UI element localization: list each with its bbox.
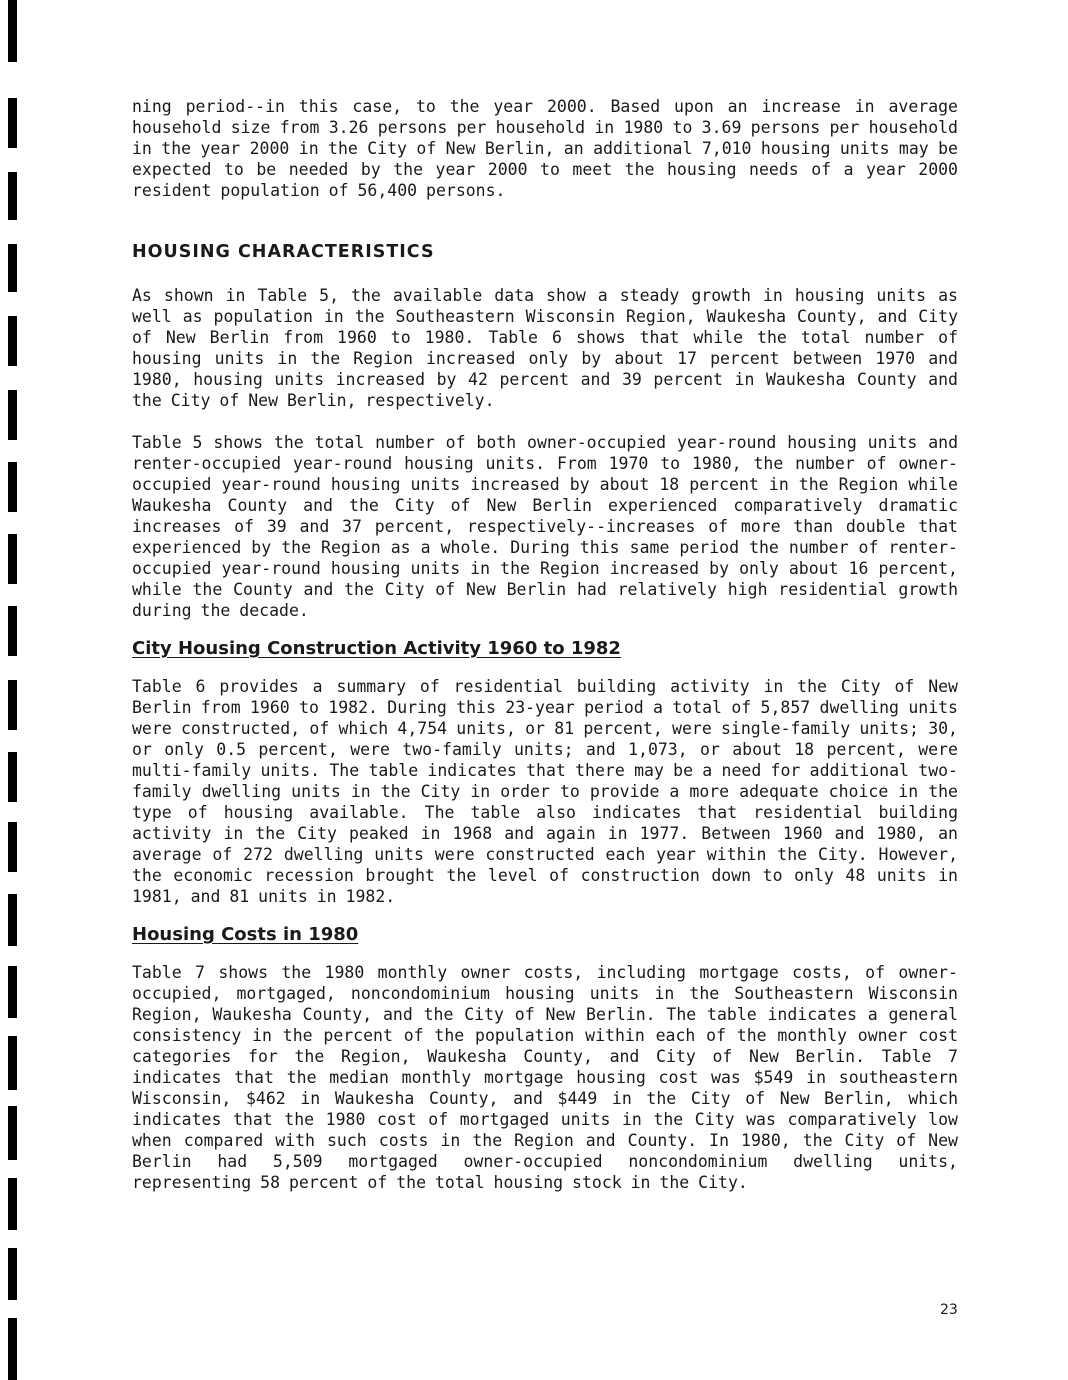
characteristics-paragraph-2: Table 5 shows the total number of both owner-occupied year-round housing units and renter-occupied year-round housing units. From 1970 to 1980, the number of owner-occupied year-round housing units increased by about 18 percent in the Region while Waukesha County and the City of New Berlin experienced comparatively dramatic increases of 39 and 37 percent, respectively--increases of more than double that experienced by the Region as a whole. During this same period the number of renter-occupied year-round housing units in the Region increased by only about 16 percent, while the County and the City of New Berlin had relatively high residential growth during the decade. [132,433,958,620]
binding-mark [8,894,17,946]
characteristics-paragraph-1: As shown in Table 5, the available data show a steady growth in housing units as well as population in the Southeastern Wisconsin Region, Waukesha County, and City of New Berlin from 1960 to 1980. Table 6 shows that while the total number of housing units in the Region increased only by about 17 percent between 1970 and 1980, housing units increased by 42 percent and 39 percent in Waukesha County and the City of New Berlin, respectively. [132,286,958,410]
binding-mark [8,244,17,292]
binding-mark [8,462,17,512]
binding-mark [8,0,17,62]
binding-mark [8,966,17,1018]
binding-mark [8,680,17,730]
binding-mark [8,1106,17,1160]
binding-mark [8,752,17,802]
binding-mark [8,534,17,584]
binding-mark [8,390,17,440]
construction-activity-heading: City Housing Construction Activity 1960 to 1982 [132,638,621,659]
page-body [132,96,958,1193]
binding-mark [8,98,17,148]
binding-mark [8,1036,17,1090]
housing-costs-heading: Housing Costs in 1980 [132,924,359,945]
housing-characteristics-heading: HOUSING CHARACTERISTICS [132,242,435,262]
binding-mark [8,1178,17,1230]
binding-mark [8,606,17,656]
binding-mark [8,172,17,220]
housing-costs-paragraph: Table 7 shows the 1980 monthly owner costs, including mortgage costs, of owner-occupied, mortgaged, noncondominium housing units in the Southeastern Wisconsin Region, Waukesha County, and the City of New Berlin. The table indicates a general consistency in the percent of the population within each of the monthly owner cost categories for the Region, Waukesha County, and City of New Berlin. Table 7 indicates that the median monthly mortgage housing cost was $549 in southeastern Wisconsin, $462 in Waukesha County, and $449 in the City of New Berlin, which indicates that the 1980 cost of mortgaged units in the City was comparatively low when compared with such costs in the Region and County. In 1980, the City of New Berlin had 5,509 mortgaged owner-occupied noncondominium dwelling units, representing 58 percent of the total housing stock in the City. [132,963,958,1192]
construction-paragraph: Table 6 provides a summary of residential building activity in the City of New Berlin from 1960 to 1982. During this 23-year period a total of 5,857 dwelling units were constructed, of which 4,754 units, or 81 percent, were single-family units; 30, or only 0.5 percent, were two-family units; and 1,073, or about 18 percent, were multi-family units. The table indicates that there may be a need for additional two-family dwelling units in the City in order to provide a more adequate choice in the type of housing available. The table also indicates that residential building activity in the City peaked in 1968 and again in 1977. Between 1960 and 1980, an average of 272 dwelling units were constructed each year within the City. However, the economic recession brought the level of construction down to only 48 units in 1981, and 81 units in 1982. [132,677,958,906]
page-number: 23 [940,1302,958,1318]
binding-mark [8,1248,17,1300]
intro-paragraph: ning period--in this case, to the year 2000. Based upon an increase in average household size from 3.26 persons per household in 1980 to 3.69 persons per household in the year 2000 in the City of New Berlin, an additional 7,010 housing units may be expected to be needed by the year 2000 to meet the housing needs of a year 2000 resident population of 56,400 persons. [132,97,958,200]
binding-mark [8,1318,17,1380]
binding-mark [8,316,17,366]
binding-mark [8,822,17,872]
